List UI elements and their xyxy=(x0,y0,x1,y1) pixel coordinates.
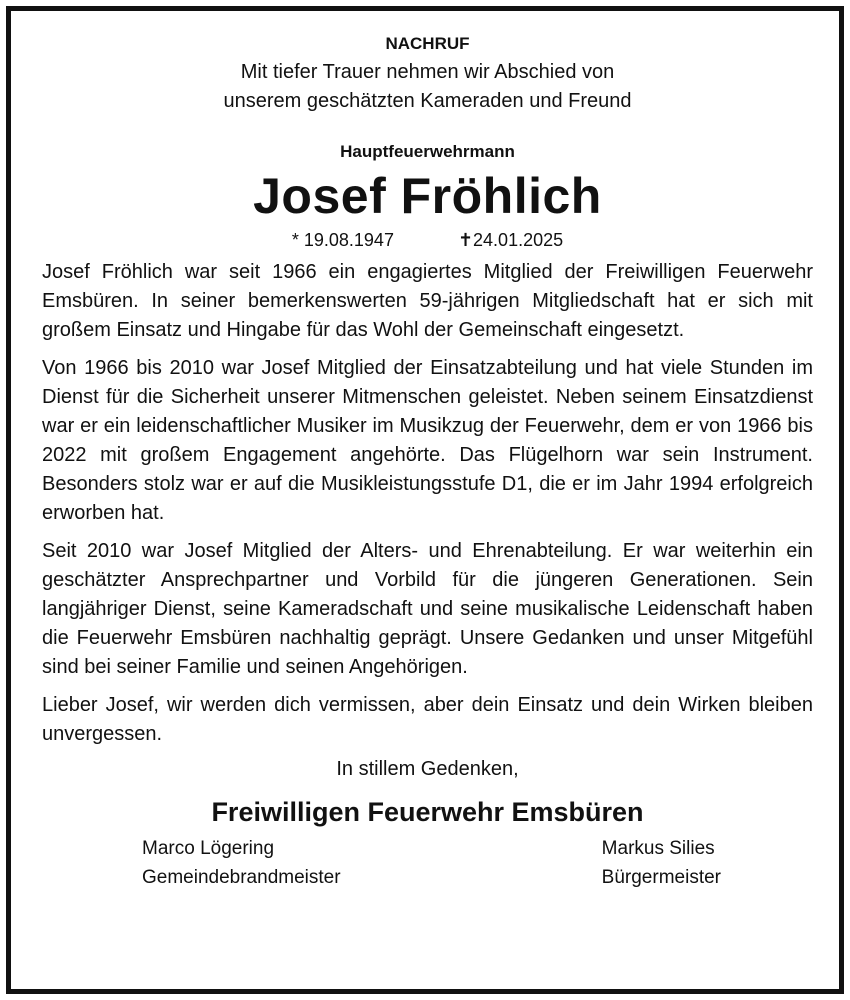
body-paragraph-2: Von 1966 bis 2010 war Josef Mitglied der Einsatzabteilung und hat viele Stunden im Dienst für die Sicherheit unserer Mitmenschen geleistet. Neben seinem Einsatzdienst war er ein leidenschaftlicher Musiker im Musikzug der Feuerwehr, dem er von 1966 bis 2022 mit großem Engagement angehörte. Das Flügelhorn war sein Instrument. Besonders stolz war er auf die Musikleistungsstufe D1, die er im Jahr 1994 erfolgreich erworben hat. xyxy=(42,357,813,524)
signer-right-title: Bürgermeister xyxy=(601,867,721,888)
life-dates xyxy=(42,226,813,254)
death-date: ✝24.01.2025 xyxy=(457,230,564,250)
signer-left-title: Gemeindebrandmeister xyxy=(142,867,341,888)
signer-right-name: Markus Silies xyxy=(601,838,715,859)
notice-heading: NACHRUF xyxy=(385,34,470,53)
closing-line: In stillem Gedenken, xyxy=(336,758,519,780)
organization-name: Freiwilligen Feuerwehr Emsbüren xyxy=(211,797,644,827)
signatories xyxy=(42,834,813,892)
signer-right xyxy=(602,834,721,892)
birth-date: * 19.08.1947 xyxy=(291,230,394,250)
signer-left-name: Marco Lögering xyxy=(142,838,275,859)
signer-left xyxy=(142,834,341,892)
obituary-notice xyxy=(42,30,813,892)
intro-line-1: Mit tiefer Trauer nehmen wir Abschied von xyxy=(240,61,615,83)
intro-line-2: unserem geschätzten Kameraden und Freund xyxy=(223,90,632,112)
body-paragraph-4: Lieber Josef, wir werden dich vermissen, aber dein Einsatz und dein Wirken bleiben unvergessen. xyxy=(42,694,813,745)
deceased-rank: Hauptfeuerwehrmann xyxy=(340,142,515,161)
deceased-name: Josef Fröhlich xyxy=(253,168,602,224)
body-paragraph-3: Seit 2010 war Josef Mitglied der Alters- und Ehrenabteilung. Er war weiterhin ein geschätzter Ansprechpartner und Vorbild für die jüngeren Generationen. Sein langjähriger Dienst, seine Kameradschaft und seine musikalische Leidenschaft haben die Feuerwehr Emsbüren nachhaltig geprägt. Unsere Gedanken und unser Mitgefühl sind bei seiner Familie und seinen Angehörigen. xyxy=(42,540,813,678)
body-paragraph-1: Josef Fröhlich war seit 1966 ein engagiertes Mitglied der Freiwilligen Feuerwehr Emsbüren. In seiner bemerkenswerten 59-jährigen Mitgliedschaft hat er sich mit großem Einsatz und Hingabe für das Wohl der Gemeinschaft eingesetzt. xyxy=(42,261,813,341)
